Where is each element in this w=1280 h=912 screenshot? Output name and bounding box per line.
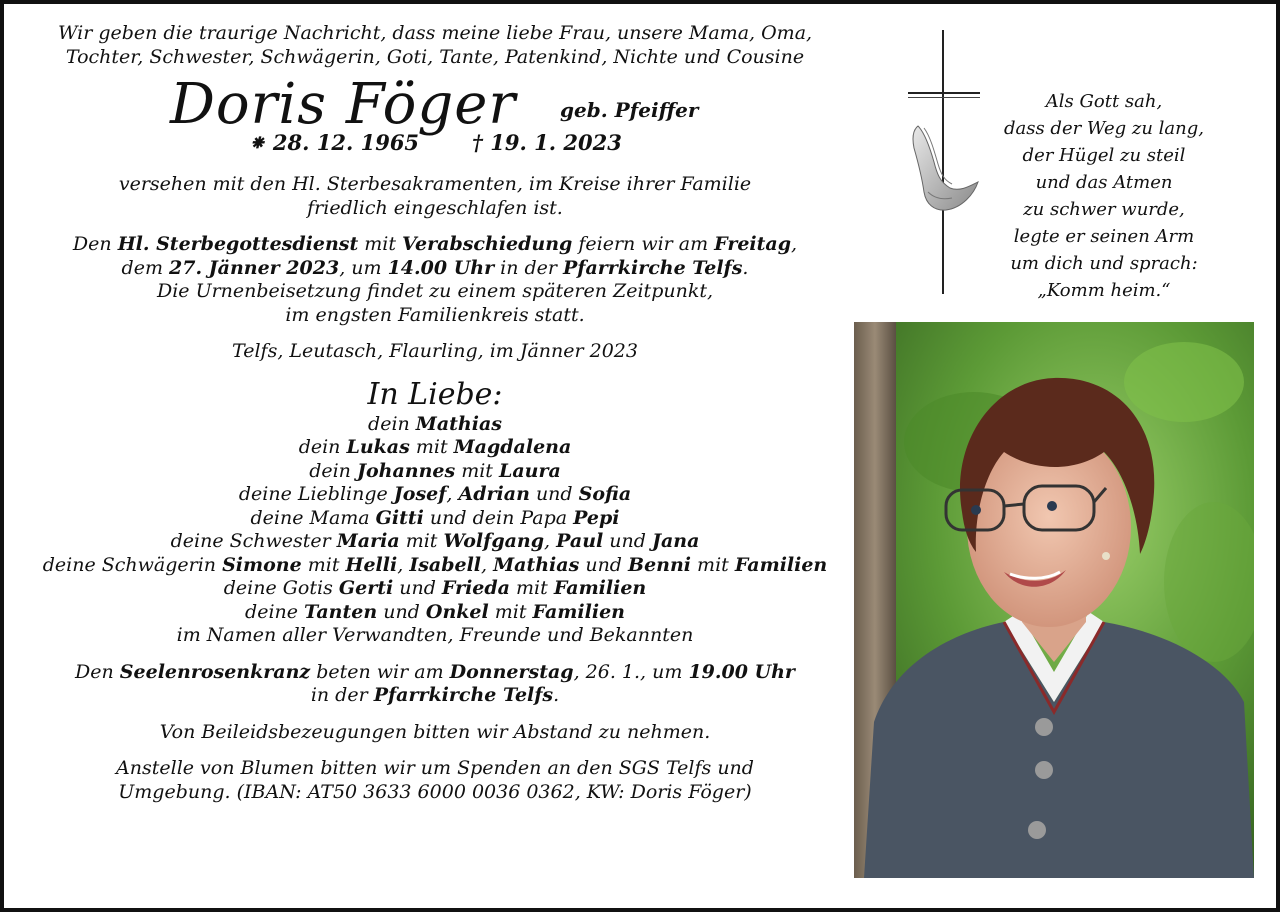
donation-line: Umgebung. (IBAN: AT50 3633 6000 0036 0362, KW: Doris Föger) bbox=[118, 780, 752, 803]
family-line: deine Gotis Gerti und Frieda mit Familien bbox=[223, 577, 647, 599]
portrait-photo bbox=[854, 322, 1254, 878]
burial-line: Die Urnenbeisetzung findet zu einem späteren Zeitpunkt, bbox=[156, 280, 714, 302]
intro-line: Wir geben die traurige Nachricht, dass meine liebe Frau, unsere Mama, Oma, bbox=[57, 22, 813, 44]
poem-line: legte er seinen Arm bbox=[1013, 226, 1195, 247]
intro-line: Tochter, Schwester, Schwägerin, Goti, Tante, Patenkind, Nichte und Cousine bbox=[65, 45, 805, 68]
obituary-main-text bbox=[20, 22, 850, 804]
family-line: dein Mathias bbox=[368, 412, 502, 435]
family-line: deine Schwester Maria mit Wolfgang, Paul und Jana bbox=[170, 530, 700, 552]
condolence-note: Von Beileidsbezeugungen bitten wir Abstand zu nehmen. bbox=[159, 720, 711, 743]
family-list bbox=[20, 413, 850, 648]
birth-date: ⁕ 28. 12. 1965 bbox=[248, 130, 420, 155]
family-line: im Namen aller Verwandten, Freunde und Bekannten bbox=[176, 624, 694, 646]
place-date: Telfs, Leutasch, Flaurling, im Jänner 2023 bbox=[232, 340, 638, 362]
family-line: dein Lukas mit Magdalena bbox=[298, 436, 572, 458]
praying-hands-icon bbox=[910, 122, 980, 214]
burial-line: im engsten Familienkreis statt. bbox=[285, 303, 585, 326]
poem-line: zu schwer wurde, bbox=[1023, 199, 1185, 220]
name-block bbox=[20, 69, 850, 173]
family-line: deine Mama Gitti und dein Papa Pepi bbox=[250, 506, 620, 529]
family-line: deine Lieblinge Josef, Adrian und Sofia bbox=[238, 483, 632, 505]
poem-line: „Komm heim.“ bbox=[1037, 280, 1171, 301]
rosary-line: in der Pfarrkirche Telfs. bbox=[310, 684, 560, 706]
poem bbox=[984, 88, 1224, 304]
sacrament-line: friedlich eingeschlafen ist. bbox=[307, 196, 563, 219]
in-liebe-heading: In Liebe: bbox=[367, 376, 503, 412]
deceased-name: Doris Föger bbox=[170, 72, 517, 137]
poem-line: Als Gott sah, bbox=[1045, 91, 1163, 112]
poem-line: dass der Weg zu lang, bbox=[1003, 118, 1204, 139]
poem-line: und das Atmen bbox=[1035, 172, 1173, 193]
death-date: † 19. 1. 2023 bbox=[472, 130, 622, 155]
birth-name: geb. Pfeiffer bbox=[560, 98, 699, 122]
family-line: deine Tanten und Onkel mit Familien bbox=[245, 600, 625, 623]
donation-line: Anstelle von Blumen bitten wir um Spenden an den SGS Telfs und bbox=[116, 757, 754, 779]
service-line: dem 27. Jänner 2023, um 14.00 Uhr in der Pfarrkirche Telfs. bbox=[121, 256, 749, 279]
rosary-line: Den Seelenrosenkranz beten wir am Donnerstag, 26. 1., um 19.00 Uhr bbox=[75, 660, 795, 683]
poem-line: der Hügel zu steil bbox=[1022, 145, 1186, 166]
family-line: dein Johannes mit Laura bbox=[309, 459, 561, 482]
sacrament-line: versehen mit den Hl. Sterbesakramenten, im Kreise ihrer Familie bbox=[118, 173, 752, 195]
family-line: deine Schwägerin Simone mit Helli, Isabell, Mathias und Benni mit Familien bbox=[42, 553, 828, 576]
service-line: Den Hl. Sterbegottesdienst mit Verabschiedung feiern wir am Freitag, bbox=[72, 233, 798, 255]
poem-line: um dich und sprach: bbox=[1010, 253, 1198, 274]
